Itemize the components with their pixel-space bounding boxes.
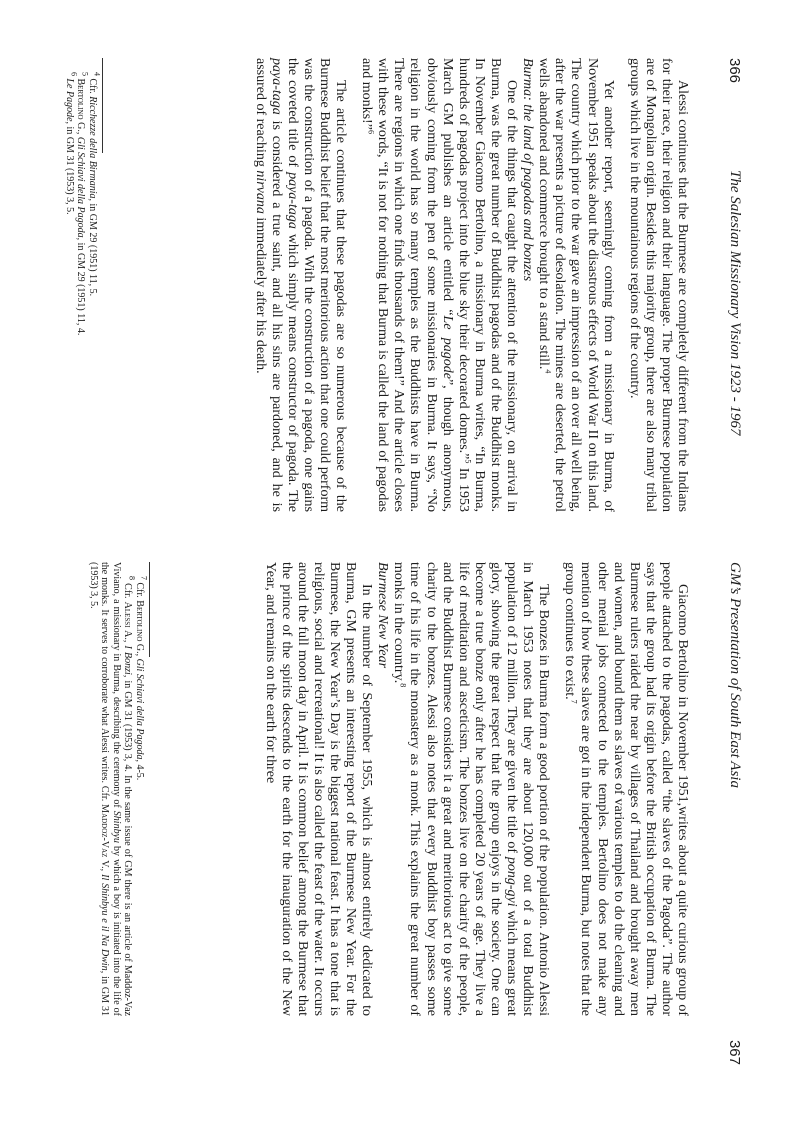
paragraph: Alessi continues that the Burmese are completely different from the Indians for their race, their religion and their language. The proper Burmese population are of Mongolian origin. Besides this majority group, there are also many tribal groups which live in the mountainous regions of the country.: [626, 58, 690, 512]
body-text: [262, 562, 690, 1016]
paragraph: One of the things that caught the attention of the missionary, on arrival in Burma, was the great number of Buddhist pagodas and of the Buddhist monks. In November Giacomo Bertolino, a missionary in Burma writes, “In Burma, hundreds of pagodas project into the blue sky their decorated domes.”$^5$ In 1953 March GM publishes an article entitled “Le pagode”, though anonymous, obviously coming from the pen of some missionaries in Burma. It says, “No religion in the world has so many temples as the Buddhists have in Burma. There are regions in which one finds thousands of them!” And the article closes with these words, “It is not for nothing that Burma is called the land of pagodas and monks!”$^6$: [359, 58, 520, 513]
footnote: $^4$ Cfr. Ricchezze della Birmania, in GM 29 (1951) 11, 5.: [87, 72, 102, 297]
paragraph: Yet another report, seemingly coming from a missionary in Burma, of November 1951 speaks about the disastrous effects of World War II on this land. The country which prior to the war gave an impression of an over all well being, after the war presents a picture of desolation. The mines are deserted, the petrol wells abandoned and commerce brought to a stand still.$^4$: [536, 58, 616, 512]
paragraph: Giacomo Bertolino in November 1951,writes about a quite curious group of people attached to the pagodas, called “the slaves of the Pagoda”. The author says that the group had its origin before the British occupation of Burma. The Burmese rulers raided the near by villages of Thailand and brought away men and women, and bound them as slaves of various temples to do the cleaning and other menial jobs connected to the temples. Bertolino does not make any mention of how these slaves are got in the independent Burma, but notes that the group continues to exist.$^7$: [562, 562, 690, 1016]
footnote-rule: [102, 58, 103, 153]
footnotes: [63, 58, 103, 512]
footnote-ref: 8: [399, 683, 409, 688]
footnote-ref: 6: [366, 129, 376, 134]
page-number: 367: [726, 1039, 743, 1065]
footnote-ref: 7: [570, 699, 579, 704]
page-366: [0, 0, 793, 561]
footnote-ref: 4: [543, 369, 553, 374]
footnotes: [87, 562, 150, 1016]
running-head: [721, 0, 743, 561]
running-title: GM’s Presentation of South East Asia: [727, 562, 743, 788]
footnote-ref: 5: [463, 459, 473, 464]
running-head: [721, 562, 743, 1123]
paragraph: The Bonzes in Burma form a good portion of the population. Antonio Alessi in March 1953 notes that they are about 120,000 out of a total Buddhist population of 12 million. They are given the title of pong-gyi which means great glory, showing the great respect that the group enjoys in the society. One can become a true bonze only after he has completed 20 years of age. They live a life of meditation and asceticism. The bonzes live on the charity of the people, and the Buddhist Burmese considers it a great and meritorious act to give some charity to the bonzes. Alessi also notes that every Buddhist boy passes some time of his life in the monastery as a monk. This explains the great number of monks in the country.$^8$: [391, 562, 552, 1016]
running-title: The Salesian Missionary Vision 1923 - 1967: [727, 170, 743, 436]
footnote: $^7$ Cfr. Bertolino G., Gli Schiavi della Pagoda, 4-5.: [134, 576, 149, 781]
page-number: 366: [726, 58, 743, 84]
footnote-rule: [149, 562, 150, 657]
section-subheading: Burma: the land of pagodas and bonzes: [520, 58, 536, 282]
footnote: $^6$ Le Pagode, in GM 31 (1953) 3, 5.: [63, 72, 79, 215]
footnote: $^5$ Bertolino G., Gli Schiavi della Pagoda, in GM 29 (1951) 11, 4.: [75, 72, 90, 336]
paragraph: The article continues that these pagodas are so numerous because of the Burmese Buddhist belief that the most meritorious action that one could perform was the construction of a pagoda. With the construction of a pagoda, one gains the coveted title of paya-taga which simply means constructor of pagoda. The paya-taga is considered a true saint, and all his sins are pardoned, and he is assured of reaching nirvana immediately after his death.: [252, 58, 349, 512]
paragraph: In the number of September 1955, which is almost entirely dedicated to Burma, GM presents an interesting report of the Burmese New Year. For the Burmese, the New Year’s Day is the biggest national feast. It has a tone that is religious, social and recreational! It is also called the feast of the water. It occurs around the full moon day in April. It is common belief among the Burmese that the prince of the spirits descends to the earth for the inauguration of the New Year, and remains on the earth for three: [262, 562, 375, 1016]
page-367: [0, 562, 793, 1123]
footnote: $^8$ Cfr. Alessi A., I Bonzi, in GM 31 (1953) 3, 4. In the same issue of GM there is an article of Maddoz-Vaz Viviano, a missionary in Burma, describing the ceremony of Shinbyu by which a boy is initiated into the life of the monks. It serves to corroborate what Alessi writes. Cfr. Maddoz-Vaz V., Il Shinbyu e il Na Dwin, in GM 31 (1953) 3, 5.: [87, 562, 137, 1017]
body-text: [252, 58, 690, 512]
section-subheading: Burmese New Year: [375, 562, 391, 669]
